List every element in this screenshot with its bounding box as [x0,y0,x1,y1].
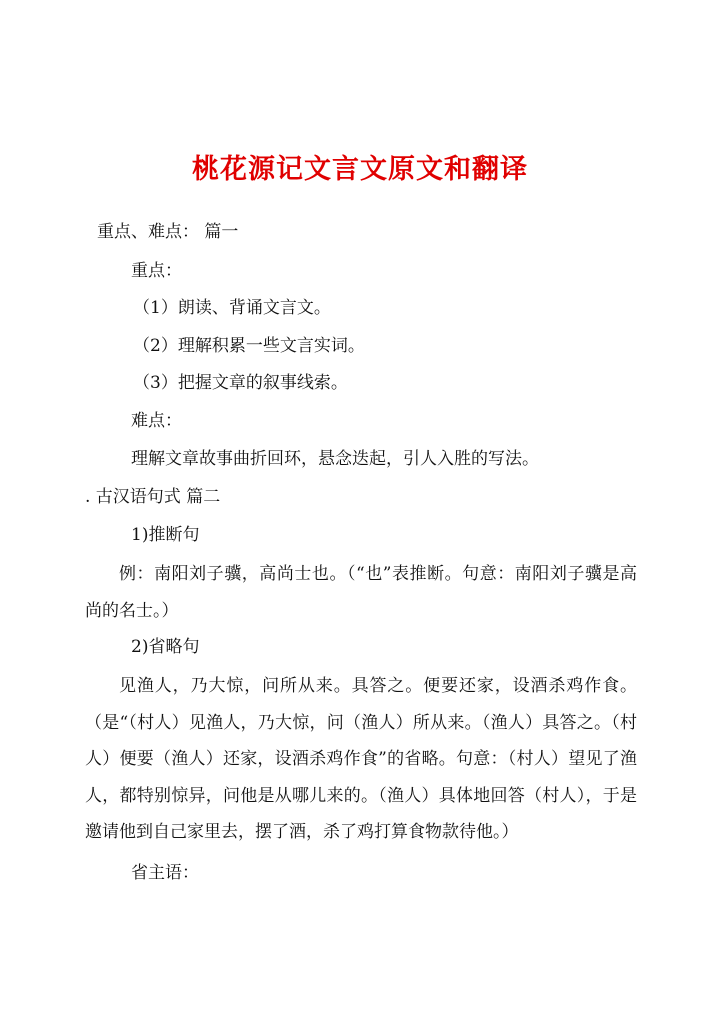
section1-heading: 重点、难点： 篇一 [97,222,239,242]
difficulty-text: 理解文章故事曲折回环，悬念迭起，引人入胜的写法。 [131,449,539,469]
key-point-item-3: （3）把握文章的叙事线索。 [133,373,348,393]
section2-heading: . 古汉语句式 篇二 [85,487,221,507]
ellipsis-sentence-label: 2)省略句 [131,637,200,657]
omitted-subject-label: 省主语： [131,863,199,883]
difficulty-label: 难点： [131,411,182,431]
ellipsis-sentence-text: 见渔人，乃大惊，问所从来。具答之。便要还家，设酒杀鸡作食。（是“（村人）见渔人，乃大惊，问（渔人）所从来。（渔人）具答之。（村人）便要（渔人）还家，设酒杀鸡作食”的省略。句意：（村人）望见了渔人，都特别惊异，问他是从哪儿来的。（渔人）具体地回答（村人），于是邀请他到自己家里去，摆了酒，杀了鸡打算食物款待他。） [85,676,637,842]
key-point-item-2: （2）理解积累一些文言实词。 [133,336,365,356]
key-point-item-1: （1）朗读、背诵文言文。 [133,298,331,318]
document-title: 桃花源记文言文原文和翻译 [192,154,528,185]
inference-sentence-label: 1)推断句 [131,525,200,545]
inference-sentence-text: 例：南阳刘子骥，高尚士也。（“也”表推断。句意：南阳刘子骥是高尚的名士。） [85,564,637,621]
key-points-label: 重点： [131,261,182,281]
